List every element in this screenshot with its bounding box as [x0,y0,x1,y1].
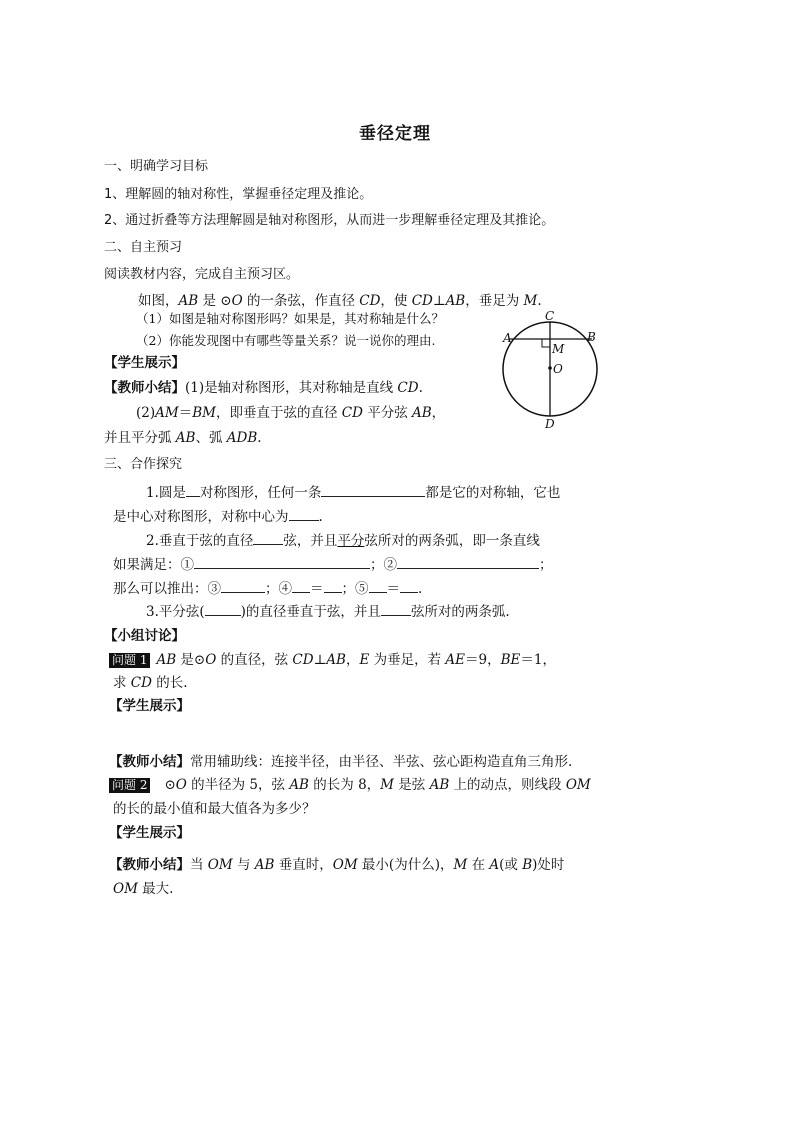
text: 那么可以推出：③ [113,581,221,597]
label-d: D [545,417,555,430]
text: M [453,857,468,873]
label-c: C [545,309,555,323]
text: 如图， [138,293,179,309]
text: B [522,857,533,873]
problem-1-line-2 [113,671,188,691]
text: 求 [113,675,131,691]
text: ＝1， [520,652,556,668]
text: 在 [467,857,490,873]
text: ⊙ [164,777,176,793]
blank[interactable] [194,556,370,569]
text: 【教师小结】 [109,857,190,873]
text: . [318,509,323,525]
preview-question-2: （2）你能发现图中有哪些等量关系？说一说你的理由. [136,333,436,348]
text: O [205,652,217,668]
blank[interactable] [400,580,418,593]
text: ⊥ [313,652,327,668]
text: (1)是轴对称图形，其对称轴是直线 [185,380,398,396]
group-discussion-label: 【小组讨论】 [104,628,185,644]
blank[interactable] [289,508,319,521]
text: (2) [136,405,156,421]
text: AB [445,293,466,309]
text: 的一条弦，作直径 [242,293,360,309]
preview-question-1: （1）如图是轴对称图形吗？如果是，其对称轴是什么？ [136,311,444,326]
text: 垂直时， [274,857,333,873]
text: 的长为 8， [308,777,381,793]
text: 为垂足，若 [369,652,446,668]
text: 最大. [137,881,174,897]
text: AB [178,293,199,309]
circle-figure [500,306,610,430]
page-title: 垂径定理 [359,124,431,144]
text: ，即垂直于弦的直径 [215,405,342,421]
text: 常用辅助线：连接半径，由半径、半弦、弦心距构造直角三角形. [190,754,573,770]
section3-heading: 三、合作探究 [104,457,183,472]
text: AB [175,430,196,446]
text: ＝ [310,581,324,597]
explore-line-1 [146,481,560,501]
text: CD [397,380,419,396]
text: AE [445,652,465,668]
text: 对称图形，任何一条 [199,485,322,501]
teacher-summary-problem-1 [109,750,572,770]
problem-1 [109,648,556,668]
text: . [418,380,423,396]
explore-line-3 [146,529,540,549]
text: . [257,430,262,446]
text: )的直径垂直于弦，并且 [240,604,381,620]
blank[interactable] [186,484,200,497]
problem-2 [109,773,591,793]
text: 是弦 [393,777,430,793]
text: ⊥ [432,293,446,309]
label-b: B [587,330,596,344]
text: 、弧 [195,430,227,446]
text: (或 [499,857,523,873]
text: . [418,581,423,597]
text: ；② [370,557,397,573]
explore-line-4 [113,553,553,573]
problem-tag: 问题 1 [109,653,150,668]
student-show-label: 【学生展示】 [104,355,185,371]
text: ；⑤ [341,581,369,597]
explore-line-5 [113,577,422,597]
text: OM [565,777,591,793]
text: E [359,652,370,668]
problem-2-line-2: 的长的最小值和最大值各为多少？ [113,801,316,817]
text: CD [359,293,381,309]
teacher-summary-problem-2 [109,853,564,873]
blank[interactable] [221,580,265,593]
text: CD [341,405,363,421]
text: AB [289,777,309,793]
text: AB [429,777,450,793]
text: 上的动点，则线段 [449,777,566,793]
teacher-summary-3 [104,426,262,446]
blank[interactable] [369,580,387,593]
center-point [548,366,552,370]
text: 如果满足：① [113,557,194,573]
text: ＝ [178,405,193,421]
text: M [380,777,394,793]
label-a: A [503,331,512,345]
text: 当 [190,857,208,873]
text: ＝ [386,581,400,597]
text: 1.圆是 [146,485,186,501]
blank[interactable] [381,603,411,616]
text: 弦所对的两条弧，即一条直线 [364,533,540,549]
text: M [523,293,538,309]
text: O [231,293,243,309]
explore-line-6 [146,600,510,620]
text: 2.垂直于弦的直径 [146,533,254,549]
text: )处时 [532,857,565,873]
text: ， [431,405,446,421]
text: A [489,857,500,873]
text: 的长. [151,675,188,691]
text: OM [113,881,138,897]
text: 【教师小结】 [104,380,185,396]
text: BE [500,652,521,668]
blank[interactable] [324,580,342,593]
preview-intro: 阅读教材内容，完成自主预习区。 [104,267,300,282]
text: OM [332,857,358,873]
text: 并且平分弧 [104,430,176,446]
text: CD [130,675,152,691]
text: 的直径，弦 [216,652,293,668]
text: ； [539,557,553,573]
section1-heading: 一、明确学习目标 [104,159,209,174]
right-angle-mark [542,339,550,347]
text: 是⊙ [176,652,206,668]
problem-tag: 问题 2 [109,778,150,793]
preview-problem [138,289,542,309]
text: BM [192,405,216,421]
text: AB [156,652,177,668]
text: ，垂足为 [465,293,524,309]
text: AB [254,857,275,873]
text: AB [326,652,346,668]
text: 弦，并且 [283,533,338,549]
text: ；④ [265,581,292,597]
text: ＝9， [465,652,501,668]
text: OM [207,857,233,873]
teacher-summary-2 [136,401,445,421]
text: 都是它的对称轴，它也 [425,485,561,501]
text: 与 [232,857,255,873]
blank[interactable] [205,603,241,616]
goal-1: 1、理解圆的轴对称性，掌握垂径定理及推论。 [104,187,373,202]
explore-line-2 [113,505,323,525]
text: 的半径为 5，弦 [186,777,290,793]
text: AM [155,405,179,421]
student-show-label: 【学生展示】 [109,825,190,841]
text: ADB [226,430,258,446]
text: ， [345,652,360,668]
text: 是中心对称图形，对称中心为 [113,509,289,525]
text: . [537,293,542,309]
teacher-summary-problem-2-line-2 [113,877,173,897]
text: 3.平分弦( [146,604,205,620]
text: O [175,777,187,793]
blank[interactable] [397,556,539,569]
text: AB [412,405,432,421]
text: 平分 [337,533,365,549]
text: 是 ⊙ [198,293,232,309]
label-o: O [553,362,563,376]
goal-2: 2、通过折叠等方法理解圆是轴对称图形，从而进一步理解垂径定理及其推论。 [104,213,555,228]
blank[interactable] [253,532,283,545]
blank[interactable] [321,484,425,497]
section2-heading: 二、自主预习 [104,240,183,255]
text: CD [292,652,314,668]
text: 弦所对的两条弧. [410,604,510,620]
blank[interactable] [292,580,310,593]
teacher-summary-1 [104,376,423,396]
text: CD [411,293,433,309]
text: 最小(为什么)， [357,857,454,873]
text: 平分弦 [362,405,412,421]
label-m: M [552,342,565,356]
text: 【教师小结】 [109,754,190,770]
student-show-label: 【学生展示】 [109,698,190,714]
text: ，使 [380,293,412,309]
